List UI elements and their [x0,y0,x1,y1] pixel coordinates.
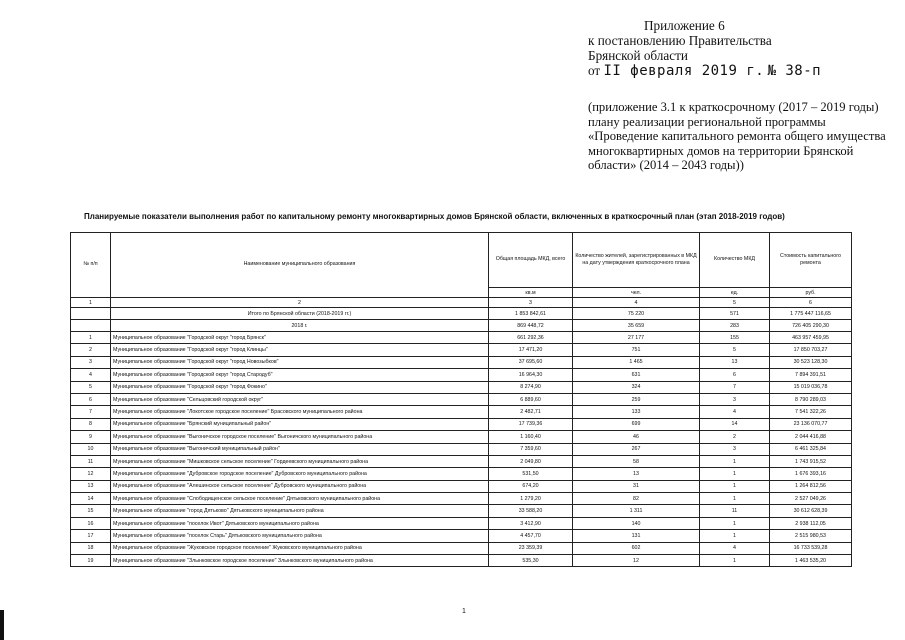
year-row [71,320,852,332]
municipality-name: Муниципальное образование "Злынковское городское поселение" Злынковского муниципального района [111,555,489,567]
total-cost: 1 775 447 116,65 [770,308,852,320]
houses-count: 155 [700,332,770,344]
area-value: 23 359,39 [489,542,573,554]
row-number: 19 [71,555,111,567]
residents-value: 1 465 [573,356,700,368]
page-number: 1 [462,608,466,615]
repair-cost: 23 136 070,77 [770,418,852,430]
row-number: 11 [71,455,111,467]
appendix-note: (приложение 3.1 к краткосрочному (2017 – 2019 годы) плану реализации региональной программы «Проведение капитального ремонта общего имущества многоквартирных домов на территории Брянской области» (2014 – 2043 годы)) [588,100,886,173]
repair-cost: 17 850 703,27 [770,344,852,356]
area-value: 2 049,80 [489,455,573,467]
year-cost: 726 405 290,30 [770,320,852,332]
houses-count: 3 [700,443,770,455]
municipality-name: Муниципальное образование "Слободищенское сельское поселение" Дятьковского муниципального района [111,493,489,505]
table-row [71,356,852,368]
repair-cost: 1 463 535,20 [770,555,852,567]
municipality-name: Муниципальное образование "Жуковское городское поселение" Жуковского муниципального района [111,542,489,554]
appendix-region-line: Брянской области [588,48,688,63]
row-number: 3 [71,356,111,368]
indicators-table [70,232,852,567]
houses-count: 3 [700,393,770,405]
houses-count: 6 [700,369,770,381]
table-row [71,530,852,542]
scan-edge-mark [0,610,4,640]
row-number: 2 [71,344,111,356]
appendix-header [588,18,898,173]
row-number: 18 [71,542,111,554]
header-count: Количество МКД [700,233,770,288]
table-row [71,406,852,418]
municipality-name: Муниципальное образование "Выгоничское городское поселение" Выгоничского муниципального района [111,431,489,443]
table-row [71,332,852,344]
residents-value: 602 [573,542,700,554]
header-area: Общая площадь МКД, всего [489,233,573,288]
row-number: 14 [71,493,111,505]
residents-value: 46 [573,431,700,443]
municipality-name: Муниципальное образование "Сельцовский городской округ" [111,393,489,405]
row-number: 16 [71,517,111,529]
houses-count: 4 [700,542,770,554]
repair-cost: 1 743 915,52 [770,455,852,467]
residents-value: 13 [573,468,700,480]
unit-area: кв.м [489,288,573,298]
table-row [71,480,852,492]
houses-count: 1 [700,493,770,505]
table-row [71,344,852,356]
residents-value: 82 [573,493,700,505]
year-area: 869 448,72 [489,320,573,332]
table-row [71,431,852,443]
unit-cost: руб. [770,288,852,298]
houses-count: 5 [700,344,770,356]
table-row [71,369,852,381]
repair-cost: 30 612 628,39 [770,505,852,517]
col-number: 5 [700,298,770,308]
table-row [71,443,852,455]
municipality-name: Муниципальное образование "Городской округ "город Новозыбков" [111,356,489,368]
area-value: 3 412,90 [489,517,573,529]
resolution-date: II февраля 2019 г. [603,63,765,79]
residents-value: 631 [573,369,700,381]
area-value: 37 695,60 [489,356,573,368]
houses-count: 2 [700,431,770,443]
municipality-name: Муниципальное образование "Городской округ "город Брянск" [111,332,489,344]
repair-cost: 7 541 322,26 [770,406,852,418]
row-number: 5 [71,381,111,393]
date-prefix: от [588,63,601,78]
row-number: 6 [71,393,111,405]
header-name: Наименование муниципального образования [111,233,489,298]
houses-count: 4 [700,406,770,418]
header-num: № п/п [71,233,111,298]
total-label: Итого по Брянской области (2018-2019 гг.) [111,308,489,320]
area-value: 2 482,71 [489,406,573,418]
row-number: 8 [71,418,111,430]
municipality-name: Муниципальное образование "Локотское городское поселение" Брасовского муниципального района [111,406,489,418]
repair-cost: 15 019 036,78 [770,381,852,393]
area-value: 33 588,20 [489,505,573,517]
municipality-name: Муниципальное образование "Брянский муниципальный район" [111,418,489,430]
residents-value: 324 [573,381,700,393]
municipality-name: Муниципальное образование "Городской округ "город Стародуб" [111,369,489,381]
houses-count: 1 [700,555,770,567]
residents-value: 259 [573,393,700,405]
municipality-name: Муниципальное образование "поселок Ивот" Дятьковского муниципального района [111,517,489,529]
area-value: 6 889,60 [489,393,573,405]
col-number: 1 [71,298,111,308]
appendix-title: Приложение 6 [644,18,725,33]
area-value: 17 471,20 [489,344,573,356]
repair-cost: 7 894 391,51 [770,369,852,381]
row-number: 10 [71,443,111,455]
repair-cost: 30 523 128,30 [770,356,852,368]
year-count: 283 [700,320,770,332]
area-value: 674,20 [489,480,573,492]
repair-cost: 2 527 049,26 [770,493,852,505]
residents-value: 1 311 [573,505,700,517]
appendix-date-line [588,63,898,79]
table-row [71,455,852,467]
table-row [71,468,852,480]
residents-value: 31 [573,480,700,492]
area-value: 661 292,36 [489,332,573,344]
repair-cost: 2 515 980,53 [770,530,852,542]
area-value: 1 279,20 [489,493,573,505]
municipality-name: Муниципальное образование "поселок Старь" Дятьковского муниципального района [111,530,489,542]
row-number: 13 [71,480,111,492]
table-row [71,393,852,405]
table-header-row [71,233,852,288]
municipality-name: Муниципальное образование "Дубровское городское поселение" Дубровского муниципального района [111,468,489,480]
residents-value: 27 177 [573,332,700,344]
residents-value: 751 [573,344,700,356]
repair-cost: 2 044 416,88 [770,431,852,443]
residents-value: 140 [573,517,700,529]
houses-count: 13 [700,356,770,368]
houses-count: 1 [700,480,770,492]
residents-value: 131 [573,530,700,542]
total-row [71,308,852,320]
table-row [71,555,852,567]
col-number: 3 [489,298,573,308]
residents-value: 133 [573,406,700,418]
area-value: 16 964,30 [489,369,573,381]
municipality-name: Муниципальное образование "Городской округ "город Фокино" [111,381,489,393]
header-residents: Количество жителей, зарегистрированных в МКД на дату утверждения краткосрочного плана [573,233,700,288]
table-row [71,505,852,517]
row-number: 4 [71,369,111,381]
repair-cost: 16 733 539,28 [770,542,852,554]
area-value: 1 160,40 [489,431,573,443]
repair-cost: 2 938 112,05 [770,517,852,529]
repair-cost: 1 264 812,56 [770,480,852,492]
table-row [71,517,852,529]
row-number: 1 [71,332,111,344]
resolution-number: № 38-п [767,63,822,79]
column-numbers-row [71,298,852,308]
row-number: 15 [71,505,111,517]
municipality-name: Муниципальное образование "Выгоничский муниципальный район" [111,443,489,455]
houses-count: 1 [700,517,770,529]
table-title: Планируемые показатели выполнения работ по капитальному ремонту многоквартирных домов Брянской области, включенных в краткосрочный план (этап 2018-2019 годов) [84,212,785,221]
table-row [71,418,852,430]
area-value: 8 274,90 [489,381,573,393]
row-number: 7 [71,406,111,418]
residents-value: 267 [573,443,700,455]
col-number: 4 [573,298,700,308]
total-count: 571 [700,308,770,320]
houses-count: 7 [700,381,770,393]
appendix-resolution-line: к постановлению Правительства [588,33,772,48]
houses-count: 1 [700,455,770,467]
area-value: 531,50 [489,468,573,480]
repair-cost: 463 957 459,95 [770,332,852,344]
municipality-name: Муниципальное образование "город Дятьково" Дятьковского муниципального района [111,505,489,517]
table-row [71,381,852,393]
header-cost: Стоимость капитального ремонта [770,233,852,288]
municipality-name: Муниципальное образование "Мишковское сельское поселение" Гордеевского муниципального района [111,455,489,467]
year-residents: 35 659 [573,320,700,332]
table-row [71,493,852,505]
municipality-name: Муниципальное образование "Алешинское сельское поселение" Дубровского муниципального района [111,480,489,492]
total-area: 1 853 842,61 [489,308,573,320]
area-value: 7 359,60 [489,443,573,455]
houses-count: 1 [700,468,770,480]
row-number: 9 [71,431,111,443]
municipality-name: Муниципальное образование "Городской округ "город Клинцы" [111,344,489,356]
area-value: 4 457,70 [489,530,573,542]
row-number: 17 [71,530,111,542]
year-label: 2018 г. [111,320,489,332]
residents-value: 699 [573,418,700,430]
houses-count: 11 [700,505,770,517]
area-value: 17 739,36 [489,418,573,430]
row-number: 12 [71,468,111,480]
unit-count: ед. [700,288,770,298]
houses-count: 1 [700,530,770,542]
unit-residents: чел. [573,288,700,298]
residents-value: 58 [573,455,700,467]
col-number: 2 [111,298,489,308]
repair-cost: 1 676 393,16 [770,468,852,480]
col-number: 6 [770,298,852,308]
residents-value: 12 [573,555,700,567]
houses-count: 14 [700,418,770,430]
repair-cost: 8 790 289,03 [770,393,852,405]
table-row [71,542,852,554]
repair-cost: 6 461 325,84 [770,443,852,455]
area-value: 535,30 [489,555,573,567]
total-residents: 75 220 [573,308,700,320]
